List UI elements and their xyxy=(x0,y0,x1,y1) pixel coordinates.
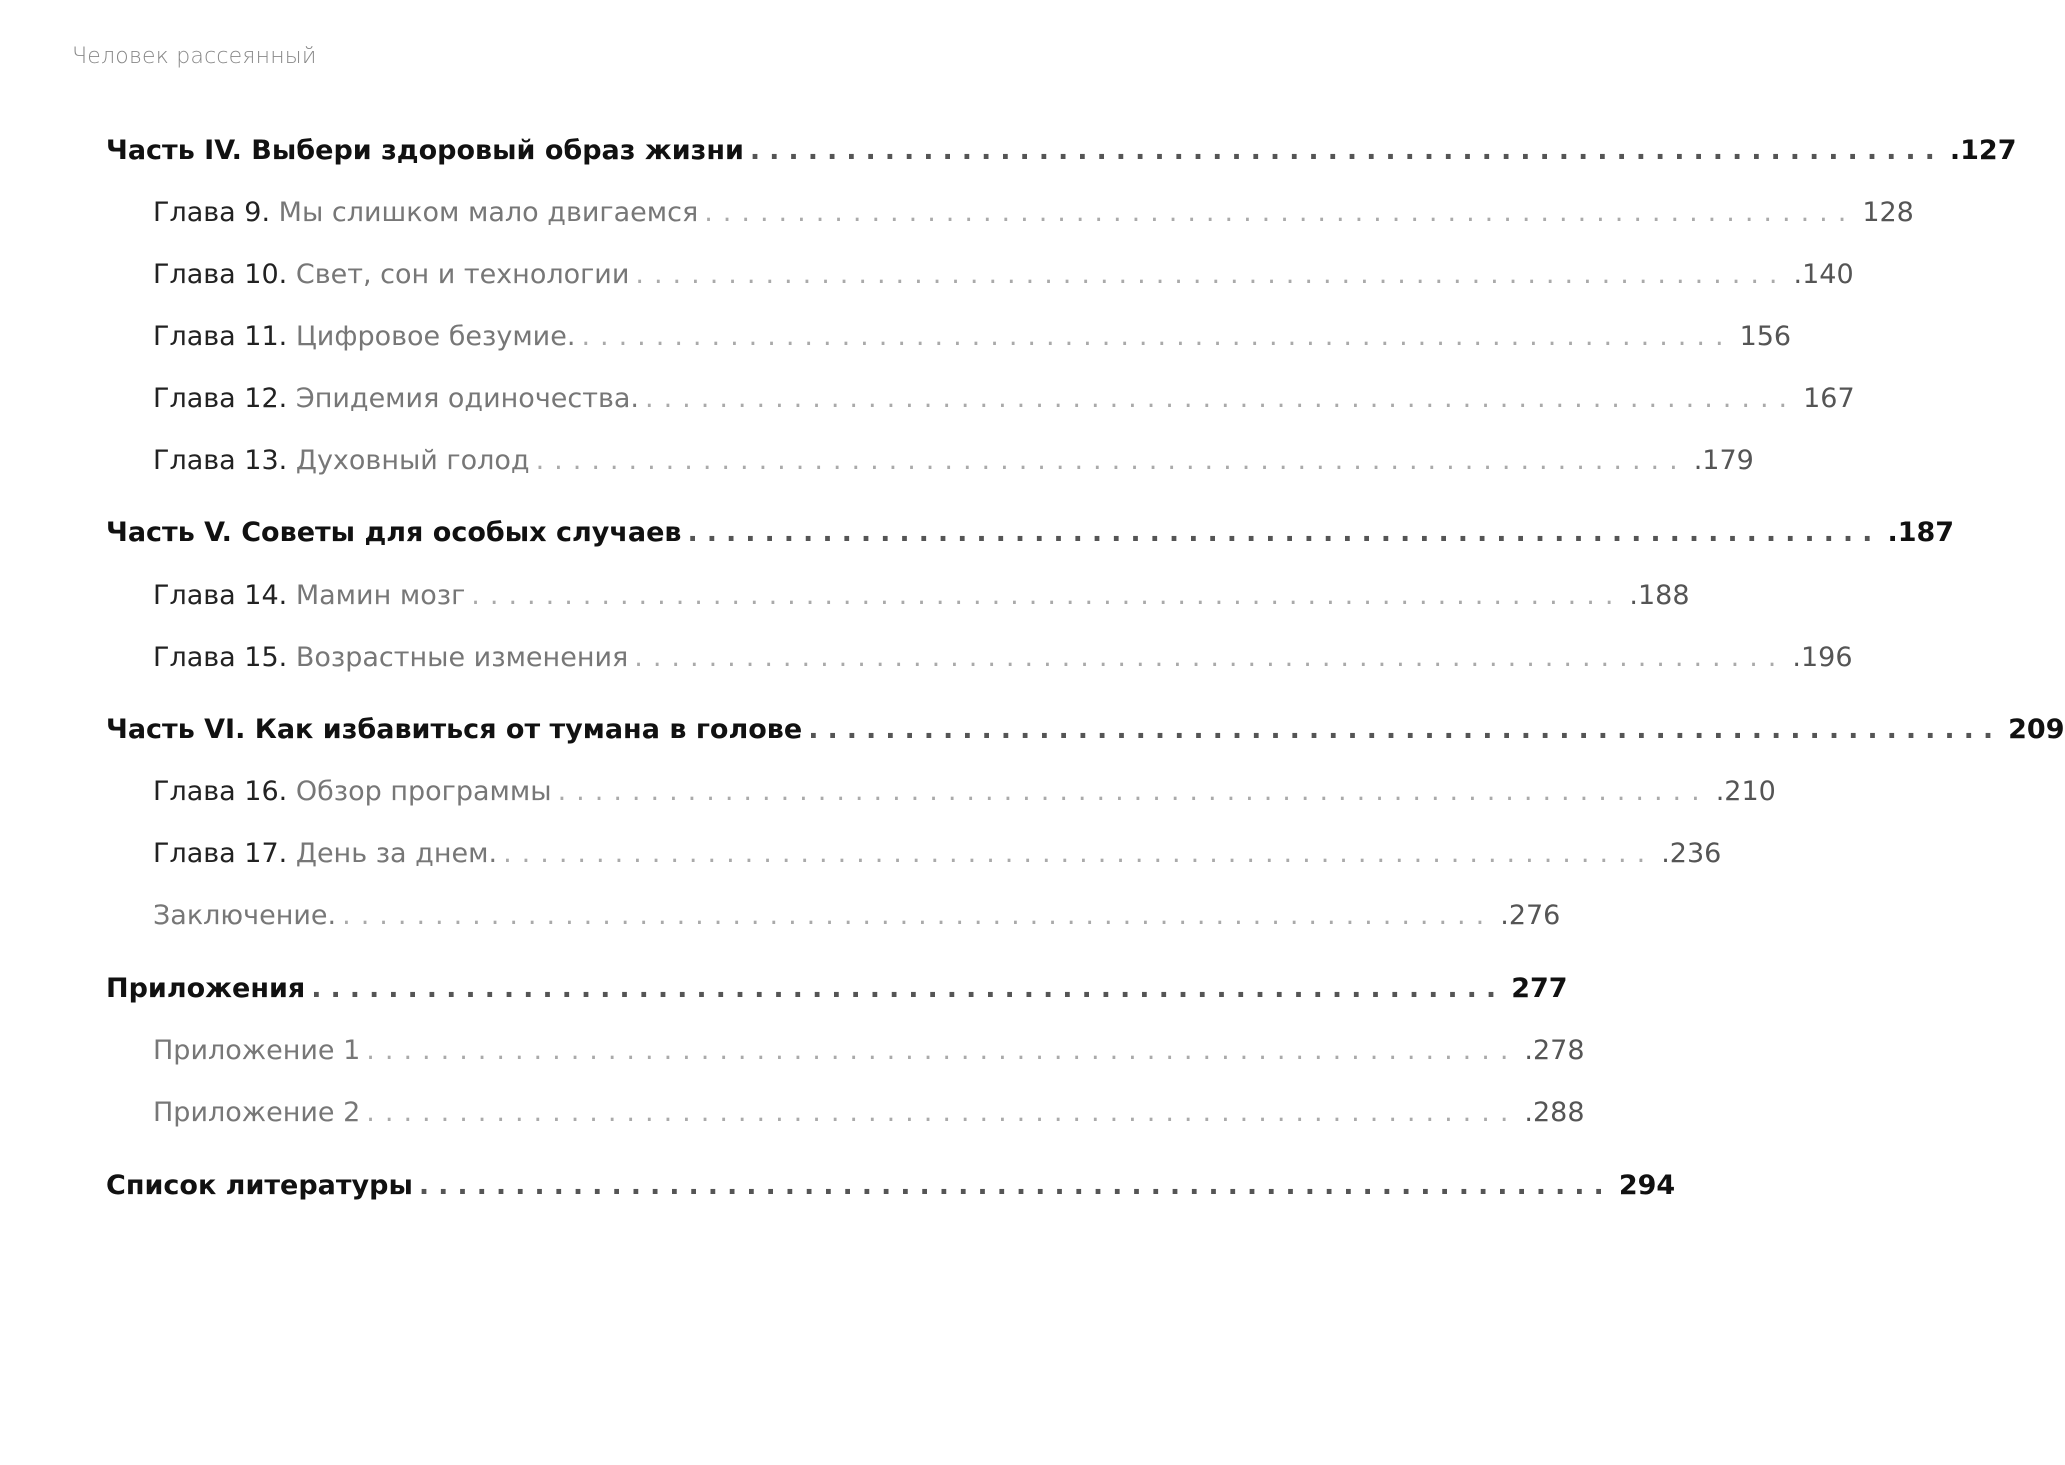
toc-page-number: 294 xyxy=(1618,1170,1676,1201)
dot-leader: .............................................................. xyxy=(471,580,1624,611)
toc-page-number: 156 xyxy=(1739,321,1792,352)
toc-title: Список литературы xyxy=(106,1170,413,1201)
toc-page-number: .278 xyxy=(1524,1035,1585,1066)
toc-title: Часть V. Советы для особых случаев xyxy=(106,517,682,548)
toc-title: Цифровое безумие. xyxy=(295,321,576,352)
dot-leader: .............................................................. xyxy=(366,1035,1519,1066)
toc-page-number: 167 xyxy=(1803,383,1855,414)
toc-title: День за днем. xyxy=(295,838,498,869)
toc-title: Мамин мозг xyxy=(295,580,466,611)
toc-page-number: .236 xyxy=(1661,838,1722,869)
toc-entry-conclusion[interactable] xyxy=(0,900,1561,931)
toc-entry-part-vi[interactable] xyxy=(0,714,2065,745)
toc-entry-part-v[interactable] xyxy=(0,517,1955,548)
toc-title: Эпидемия одиночества. xyxy=(295,383,639,414)
toc-title: Заключение. xyxy=(153,900,337,931)
toc-title: Свет, сон и технологии xyxy=(295,259,630,290)
toc-entry-chapter-15[interactable] xyxy=(0,642,1853,673)
dot-leader: .............................................................. xyxy=(704,197,1857,228)
toc-entry-appendix-1[interactable] xyxy=(0,1035,1585,1066)
toc-page-number: .140 xyxy=(1793,259,1854,290)
toc-entry-chapter-12[interactable] xyxy=(0,383,1855,414)
dot-leader: .............................................................. xyxy=(366,1097,1519,1128)
toc-chapter-label: Глава 12. xyxy=(153,383,288,414)
toc-title: Мы слишком мало двигаемся xyxy=(278,197,699,228)
toc-entry-chapter-10[interactable] xyxy=(0,259,1854,290)
toc-title: Обзор программы xyxy=(295,776,552,807)
toc-title: Приложения xyxy=(106,973,306,1004)
toc-chapter-label: Глава 10. xyxy=(153,259,288,290)
toc-chapter-label: Глава 15. xyxy=(153,642,288,673)
dot-leader: .............................................................. xyxy=(418,1170,1613,1201)
running-head: Человек рассеянный xyxy=(72,44,317,69)
toc-entry-chapter-16[interactable] xyxy=(0,776,1776,807)
toc-page-number: 277 xyxy=(1511,973,1568,1004)
toc-entry-appendices[interactable] xyxy=(0,973,1568,1004)
toc-title: Часть IV. Выбери здоровый образ жизни xyxy=(106,135,744,166)
toc-title: Приложение 2 xyxy=(153,1097,361,1128)
toc-entry-chapter-13[interactable] xyxy=(0,445,1754,476)
dot-leader: .............................................................. xyxy=(311,973,1506,1004)
dot-leader: .............................................................. xyxy=(342,900,1495,931)
toc-entry-references[interactable] xyxy=(0,1170,1676,1201)
toc-title: Возрастные изменения xyxy=(295,642,629,673)
dot-leader: .............................................................. xyxy=(634,642,1787,673)
toc-title: Часть VI. Как избавиться от тумана в голове xyxy=(106,714,803,745)
dot-leader: .............................................................. xyxy=(749,135,1944,166)
toc-page-number: .187 xyxy=(1887,517,1955,548)
dot-leader: .............................................................. xyxy=(503,838,1656,869)
toc-entry-appendix-2[interactable] xyxy=(0,1097,1585,1128)
dot-leader: .............................................................. xyxy=(535,445,1688,476)
toc-page-number: .179 xyxy=(1693,445,1754,476)
toc-entry-part-iv[interactable] xyxy=(0,135,2017,166)
dot-leader: .............................................................. xyxy=(645,383,1798,414)
dot-leader: .............................................................. xyxy=(635,259,1788,290)
toc-chapter-label: Глава 14. xyxy=(153,580,288,611)
toc-page-number: .210 xyxy=(1715,776,1776,807)
toc-chapter-label: Глава 16. xyxy=(153,776,288,807)
toc-chapter-label: Глава 13. xyxy=(153,445,288,476)
dot-leader: .............................................................. xyxy=(808,714,2003,745)
toc-page-number: .276 xyxy=(1500,900,1561,931)
toc-entry-chapter-17[interactable] xyxy=(0,838,1722,869)
toc-title: Духовный голод xyxy=(295,445,530,476)
toc-entry-chapter-9[interactable] xyxy=(0,197,1914,228)
dot-leader: .............................................................. xyxy=(581,321,1734,352)
toc-page-number: 209 xyxy=(2008,714,2065,745)
toc-page-number: 128 xyxy=(1862,197,1914,228)
toc-page-number: .288 xyxy=(1524,1097,1585,1128)
toc-entry-chapter-14[interactable] xyxy=(0,580,1690,611)
toc-page-number: .127 xyxy=(1949,135,2017,166)
toc-chapter-label: Глава 11. xyxy=(153,321,288,352)
toc-page-number: .196 xyxy=(1792,642,1853,673)
toc-title: Приложение 1 xyxy=(153,1035,361,1066)
toc-page-number: .188 xyxy=(1629,580,1690,611)
dot-leader: .............................................................. xyxy=(687,517,1882,548)
toc-entry-chapter-11[interactable] xyxy=(0,321,1792,352)
toc-chapter-label: Глава 9. xyxy=(153,197,271,228)
toc-chapter-label: Глава 17. xyxy=(153,838,288,869)
dot-leader: .............................................................. xyxy=(557,776,1710,807)
